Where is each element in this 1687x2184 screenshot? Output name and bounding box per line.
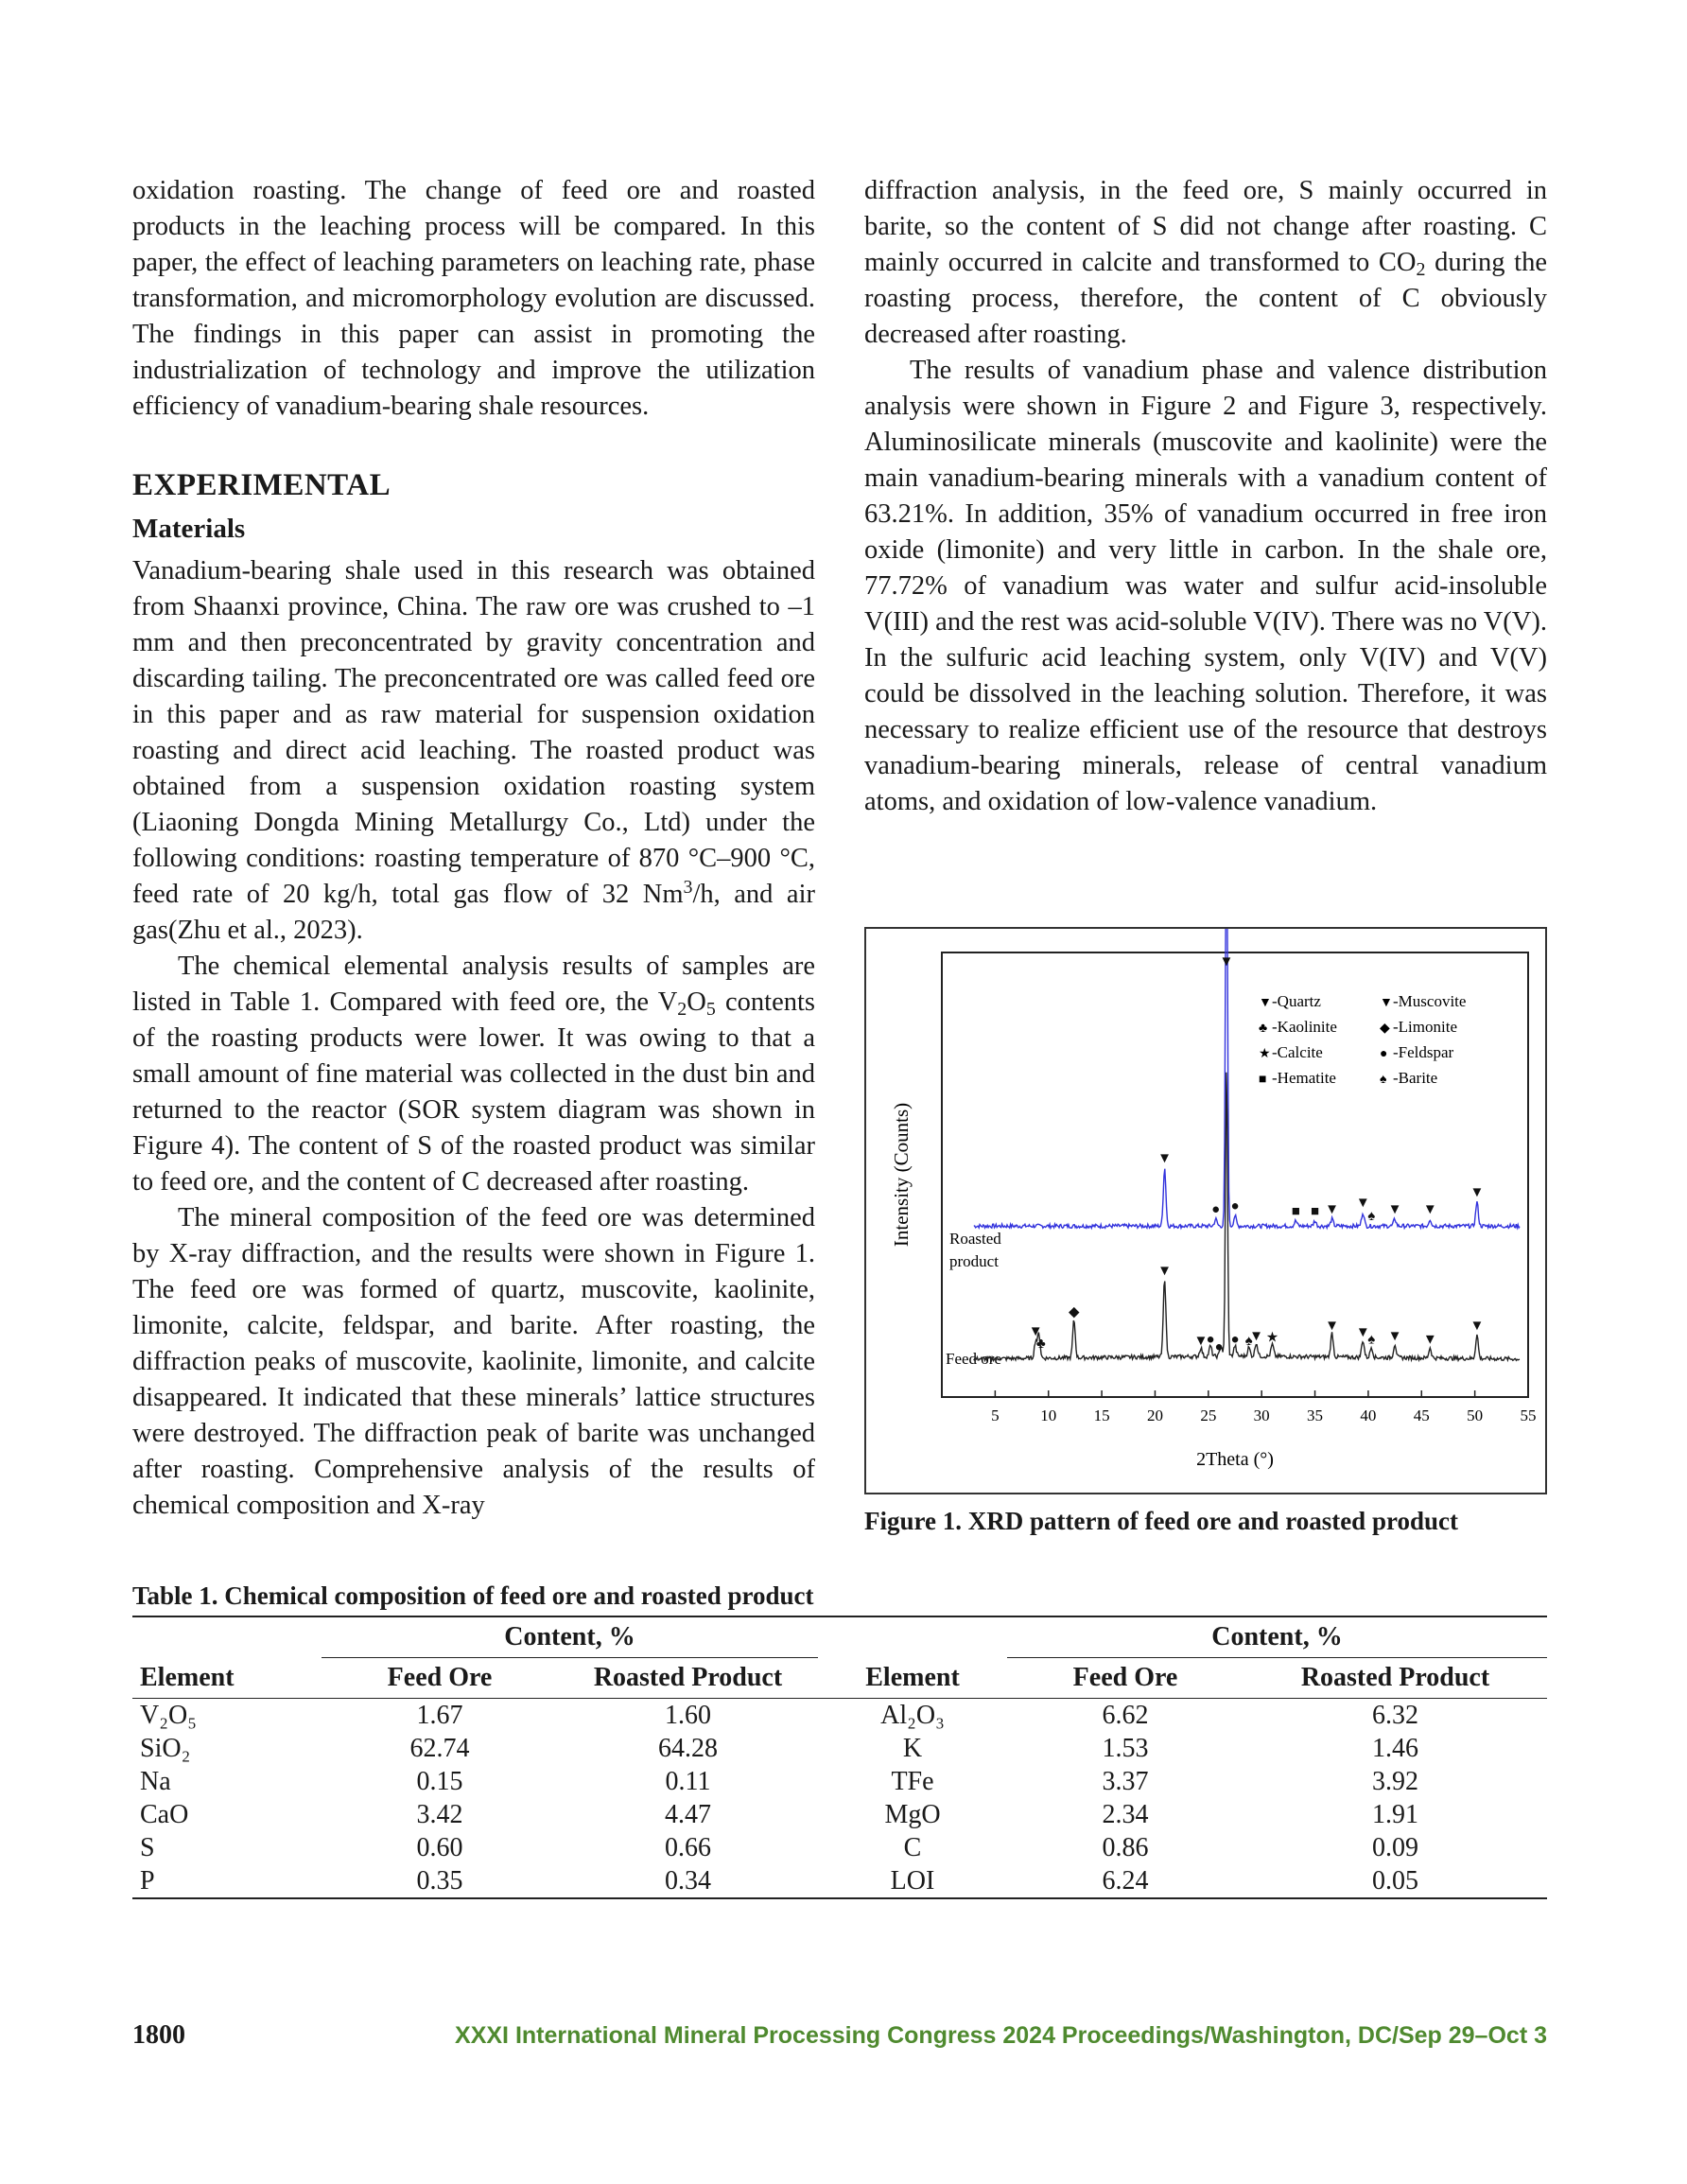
cell: P [132,1864,322,1898]
column-header: Element [132,1658,322,1699]
peak-marker: ▼ [1028,1324,1043,1340]
table-row [132,1798,1547,1831]
cell: 0.09 [1372,1832,1418,1862]
x-tick-label: 30 [1253,1406,1270,1424]
table-row [132,1699,1547,1733]
group-header: Content, % [322,1616,818,1658]
cell: C [903,1832,922,1862]
peak-marker: ▼ [1157,1264,1173,1280]
table-row [132,1864,1547,1898]
peak-marker: ♠ [1367,1209,1376,1225]
legend-label: -Hematite [1272,1069,1336,1087]
x-tick-label: 40 [1360,1406,1377,1424]
peak-marker: ▼ [1325,1202,1340,1217]
feed-ore-line [974,1073,1520,1361]
peak-marker: ▼ [1219,954,1234,970]
peak-marker: ▼ [1355,1195,1370,1211]
feed-label: Feed ore [946,1350,1002,1368]
cell: 1.46 [1372,1733,1418,1763]
peak-marker: ▼ [1470,1184,1485,1200]
peak-marker: ◆ [1069,1304,1080,1320]
legend-label: -Barite [1393,1069,1438,1087]
cell: 1.67 [416,1700,463,1730]
cell: 0.60 [416,1832,463,1862]
legend-label: -Calcite [1272,1043,1323,1061]
peak-marker: ● [1230,1332,1240,1348]
legend [1259,992,1466,1087]
paragraph: The results of vanadium phase and valence distribution analysis were shown in Figure 2 and Figure 3, respectively. Aluminosilicate minerals (muscovite and kaolinite) were the main vanadium-bearing minerals with a vanadium content of 63.21%. In addition, 35% of vanadium occurred in free iron oxide (limonite) and very little in carbon. In the shale ore, 77.72% of vanadium was water and sulfur acid-insoluble V(III) and the rest was acid-soluble V(IV). There was no V(V). In the sulfuric acid leaching system, only V(IV) and V(V) could be dissolved in the leaching solution. Therefore, it was necessary to realize efficient use of the resource that destroys vanadium-bearing minerals, release of central vanadium atoms, and oxidation of low-valence vanadium. [864,356,1547,816]
peak-marker: ▼ [1355,1325,1370,1341]
column-header: Element [818,1658,1007,1699]
peak-marker: ● [1214,1339,1224,1355]
roasted-label-line1: Roasted [949,1230,1001,1248]
x-tick-label: 55 [1520,1406,1537,1424]
table-row [132,1732,1547,1765]
peak-marker: ▼ [1387,1202,1402,1217]
legend-symbol: ■ [1259,1073,1267,1087]
legend-symbol: ▼ [1380,996,1393,1010]
peak-marker: ▼ [1470,1318,1485,1334]
peak-marker: ▼ [1249,1328,1263,1344]
x-tick-label: 10 [1040,1406,1057,1424]
paragraph: oxidation roasting. The change of feed ore and roasted products in the leaching process will be compared. In this paper, the effect of leaching parameters on leaching rate, phase transformation, and micromorphology evolution are discussed. The findings in this paper can assist in promoting the industrialization of technology and improve the utilization efficiency of vanadium-bearing shale resources. [132,176,815,421]
cell: K [902,1733,923,1763]
cell: 3.42 [416,1799,463,1829]
legend-label: -Muscovite [1393,992,1467,1010]
x-tick-label: 15 [1093,1406,1110,1424]
cell: 0.05 [1244,1864,1547,1898]
cell: 64.28 [658,1733,718,1763]
paragraph: diffraction analysis, in the feed ore, S mainly occurred in barite, so the content of S did not change after roasting. C mainly occurred in calcite and transformed to $CO_2$ during the roasting process, therefore, the content of C obviously decreased after roasting. [864,176,1547,349]
legend-label: -Limonite [1393,1018,1457,1036]
peak-marker: ● [1211,1202,1221,1217]
peak-marker: ■ [1291,1203,1300,1219]
right-column [864,173,1547,820]
column-header: Roasted Product [558,1658,818,1699]
legend-label: -Quartz [1272,992,1321,1010]
cell: LOI [818,1864,1007,1898]
cell: Na [140,1766,171,1796]
table-caption: Table 1. Chemical composition of feed ore and roasted product [132,1581,814,1610]
peak-marker: ▼ [1422,1202,1437,1217]
cell: 1.91 [1372,1799,1418,1829]
cell: 2.34 [1102,1799,1149,1829]
cell: 0.11 [665,1766,711,1796]
legend-symbol: ♠ [1380,1073,1387,1087]
x-tick-label: 35 [1307,1406,1324,1424]
peak-marker: ■ [1311,1203,1320,1219]
x-tick-label: 50 [1467,1406,1484,1424]
legend-symbol: ● [1380,1047,1388,1061]
x-axis-label: 2Theta (°) [1196,1449,1274,1470]
legend-symbol: ★ [1259,1047,1271,1061]
cell: 0.86 [1102,1832,1149,1862]
cell: 1.53 [1102,1733,1149,1763]
cell: 4.47 [665,1799,711,1829]
cell: Al₂O₃ [880,1700,945,1730]
subsection-heading: Materials [132,514,246,544]
x-ticks [991,1390,1536,1424]
column-header: Feed Ore [322,1658,558,1699]
cell: V₂O₅ [140,1700,197,1730]
legend-label: -Kaolinite [1272,1018,1337,1036]
left-column [132,173,815,1524]
x-tick-label: 20 [1146,1406,1163,1424]
cell: 6.24 [1007,1864,1244,1898]
cell: 3.37 [1102,1766,1149,1796]
group-header: Content, % [1007,1616,1547,1658]
peak-marker: ♣ [1035,1336,1046,1352]
legend-symbol: ♣ [1259,1022,1268,1036]
column-header: Roasted Product [1244,1658,1547,1699]
page-number: 1800 [132,2020,185,2050]
peak-marker: ♠ [1367,1332,1376,1348]
section-heading: EXPERIMENTAL [132,468,391,502]
peak-marker: ▼ [1193,1334,1209,1350]
cell: 0.35 [322,1864,558,1898]
column-header: Feed Ore [1007,1658,1244,1699]
peak-marker: ★ [1265,1330,1279,1346]
cell: 0.34 [558,1864,818,1898]
paragraph: The mineral composition of the feed ore was determined by X-ray diffraction, and the results were shown in Figure 1. The feed ore was formed of quartz, muscovite, kaolinite, limonite, calcite, feldspar, and barite. After roasting, the diffraction peaks of muscovite, kaolinite, limonite, and calcite disappeared. It indicated that these minerals’ lattice structures were destroyed. The diffraction peak of barite was unchanged after roasting. Comprehensive analysis of the results of chemical composition and X-ray [132,1203,815,1520]
x-tick-label: 25 [1200,1406,1217,1424]
cell: 62.74 [409,1733,470,1763]
footer-conference: XXXI International Mineral Processing Congress 2024 Proceedings/Washington, DC/Sep 29–Oct 3 [455,2022,1547,2049]
peak-markers [1029,954,1485,1355]
legend-symbol: ◆ [1380,1022,1390,1036]
paragraph: Vanadium-bearing shale used in this research was obtained from Shaanxi province, China. The raw ore was crushed to –1 mm and then preconcentrated by gravity concentration and discarding tailing. The preconcentrated ore was called feed ore in this paper and as raw material for suspension oxidation roasting and direct acid leaching. The roasted product was obtained from a suspension oxidation roasting system (Liaoning Dongda Mining Metallurgy Co., Ltd) under the following conditions: roasting temperature of 870 °C–900 °C, feed rate of 20 kg/h, total gas flow of 32 Nm$^3$/h, and air gas(Zhu et al., 2023). [132,556,815,945]
cell: TFe [891,1766,934,1796]
table-row [132,1831,1547,1864]
peak-marker: ▼ [1325,1318,1340,1334]
cell: CaO [140,1799,189,1829]
peak-marker: ♠ [1244,1334,1253,1350]
xrd-chart [866,929,1545,1493]
cell: 0.15 [416,1766,463,1796]
cell: MgO [884,1799,941,1829]
peak-marker: ▼ [1422,1332,1437,1348]
xrd-figure [864,927,1547,1494]
cell: S [140,1832,155,1862]
paragraph: The chemical elemental analysis results of samples are listed in Table 1. Compared with feed ore, the $V_2O_5$ contents of the roasting products were lower. It was owing to that a small amount of fine material was collected in the dust bin and returned to the reactor (SOR system diagram was shown in Figure 4). The content of S of the roasted product was similar to feed ore, and the content of C decreased after roasting. [132,952,815,1197]
table-row [132,1765,1547,1798]
y-axis-label: Intensity (Counts) [890,1102,913,1248]
cell: 3.92 [1372,1766,1418,1796]
legend-symbol: ▼ [1259,996,1272,1010]
roasted-label-line2: product [949,1252,999,1270]
figure-caption: Figure 1. XRD pattern of feed ore and roasted product [864,1507,1458,1535]
x-tick-label: 45 [1413,1406,1430,1424]
peak-marker: ● [1230,1198,1240,1214]
peak-marker: ▼ [1387,1328,1402,1344]
cell: 0.66 [665,1832,711,1862]
cell: 1.60 [665,1700,711,1730]
x-tick-label: 5 [991,1406,1000,1424]
peak-marker: ▼ [1157,1150,1173,1166]
cell: SiO₂ [140,1733,191,1763]
cell: 6.32 [1372,1700,1418,1730]
roasted-product-line [974,929,1520,1228]
chemical-composition-table [132,1616,1547,1899]
cell: 6.62 [1102,1700,1149,1730]
legend-label: -Feldspar [1393,1043,1454,1061]
peak-marker: ● [1206,1332,1215,1348]
